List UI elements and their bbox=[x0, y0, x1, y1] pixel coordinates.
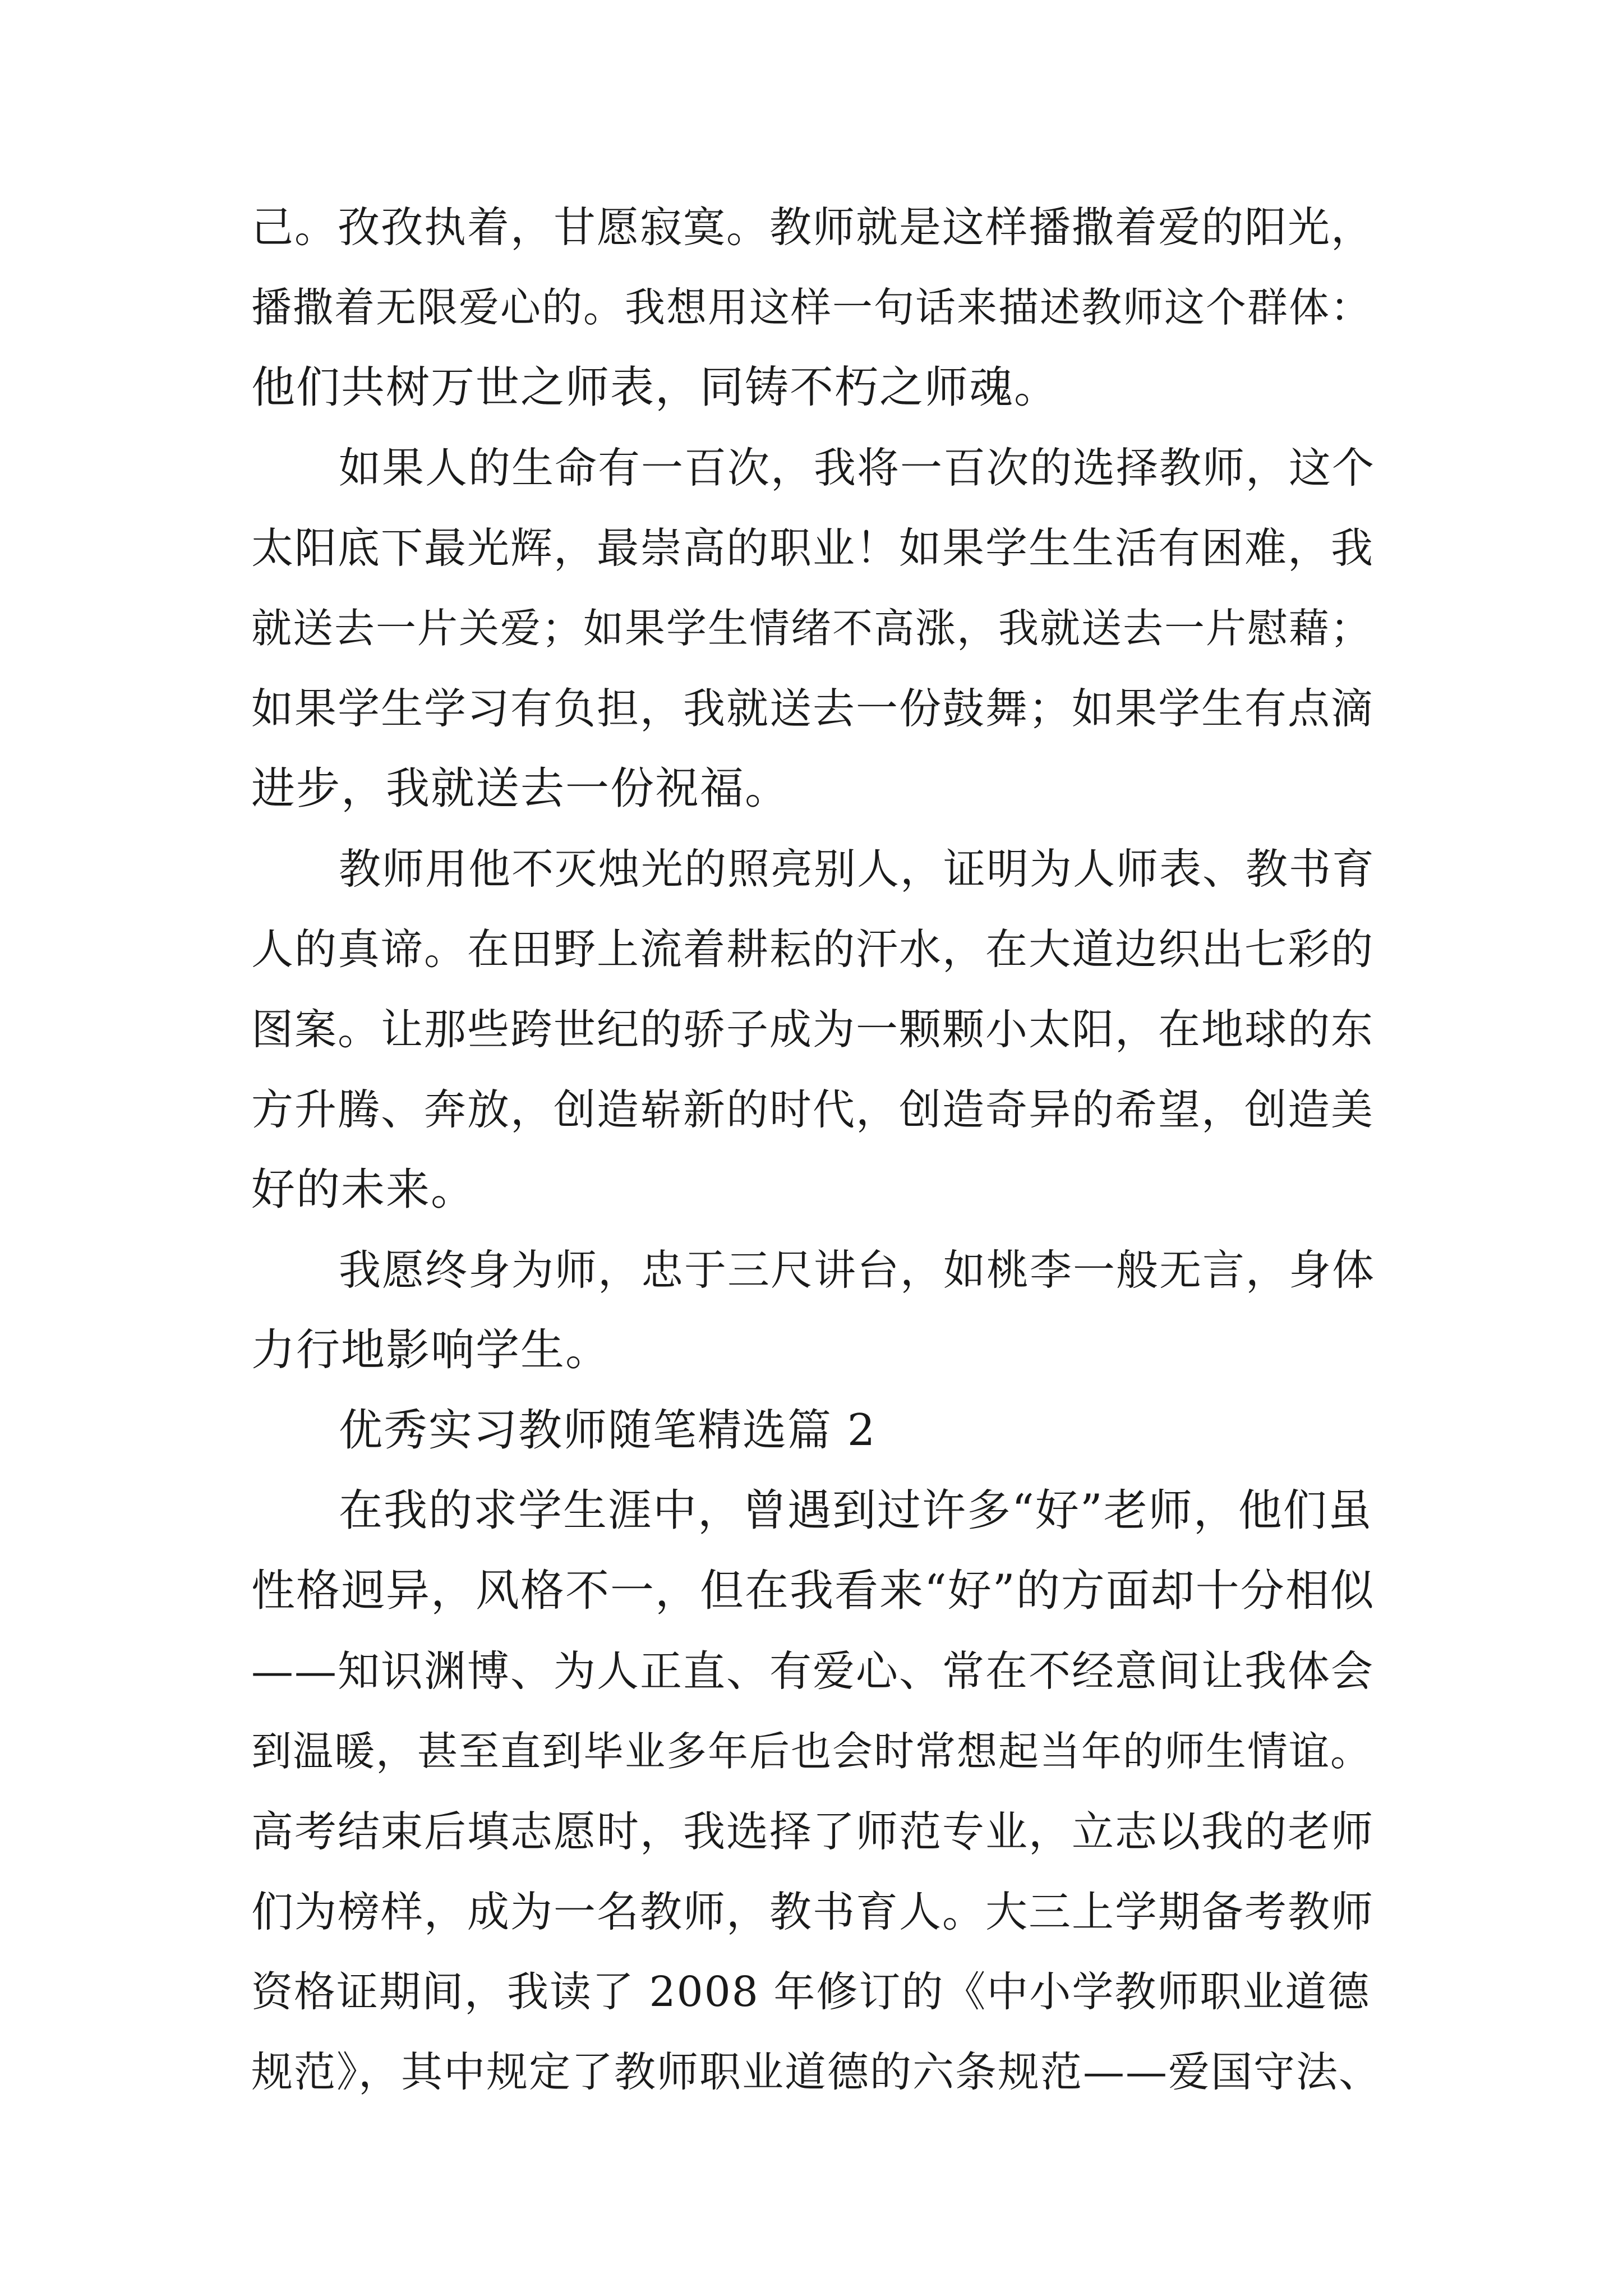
text-line: 就送去一片关爱；如果学生情绪不高涨，我就送去一片慰藉； bbox=[251, 605, 1372, 652]
text-line: 在我的求学生涯中，曾遇到过许多“好”老师，他们虽 bbox=[339, 1485, 1373, 1536]
text-line: 们为榜样，成为一名教师，教书育人。大三上学期备考教师 bbox=[251, 1887, 1375, 1936]
section-heading: 优秀实习教师随笔精选篇 2 bbox=[339, 1405, 877, 1456]
text-line: 方升腾、奔放，创造崭新的时代，创造奇异的希望，创造美 bbox=[251, 1085, 1375, 1134]
text-line: 规范》，其中规定了教师职业道德的六条规范——爱国守法、 bbox=[251, 2048, 1381, 2096]
text-line: 性格迥异，风格不一，但在我看来“好”的方面却十分相似 bbox=[251, 1566, 1375, 1616]
text-line: 他们共树万世之师表，同铸不朽之师魂。 bbox=[251, 362, 1059, 413]
text-line: 好的未来。 bbox=[251, 1165, 476, 1215]
text-line: 己。孜孜执着，甘愿寂寞。教师就是这样播撒着爱的阳光， bbox=[251, 203, 1375, 252]
text-line: 太阳底下最光辉，最崇高的职业！如果学生生活有困难，我 bbox=[251, 523, 1375, 573]
text-line: 进步，我就送去一份祝福。 bbox=[251, 763, 790, 814]
text-line: 高考结束后填志愿时，我选择了师范专业，立志以我的老师 bbox=[251, 1807, 1375, 1856]
text-line: 到温暖，甚至直到毕业多年后也会时常想起当年的师生情谊。 bbox=[251, 1728, 1372, 1775]
text-line: 如果学生学习有负担，我就送去一份鼓舞；如果学生有点滴 bbox=[251, 684, 1375, 733]
text-line: 人的真谛。在田野上流着耕耘的汗水，在大道边织出七彩的 bbox=[251, 924, 1375, 974]
text-line: 如果人的生命有一百次，我将一百次的选择教师，这个 bbox=[339, 443, 1376, 493]
text-line: 图案。让那些跨世纪的骄子成为一颗颗小太阳，在地球的东 bbox=[251, 1005, 1375, 1054]
text-line: 资格证期间，我读了 2008 年修订的《中小学教师职业道德 bbox=[251, 1968, 1371, 2016]
text-line: ——知识渊博、为人正直、有爱心、常在不经意间让我体会 bbox=[251, 1646, 1375, 1696]
text-line: 教师用他不灭烛光的照亮别人，证明为人师表、教书育 bbox=[339, 844, 1376, 894]
text-line: 力行地影响学生。 bbox=[251, 1325, 611, 1375]
document-body bbox=[251, 200, 1384, 2125]
text-line: 我愿终身为师，忠于三尺讲台，如桃李一般无言，身体 bbox=[339, 1245, 1376, 1295]
text-line: 播撒着无限爱心的。我想用这样一句话来描述教师这个群体： bbox=[251, 284, 1372, 331]
